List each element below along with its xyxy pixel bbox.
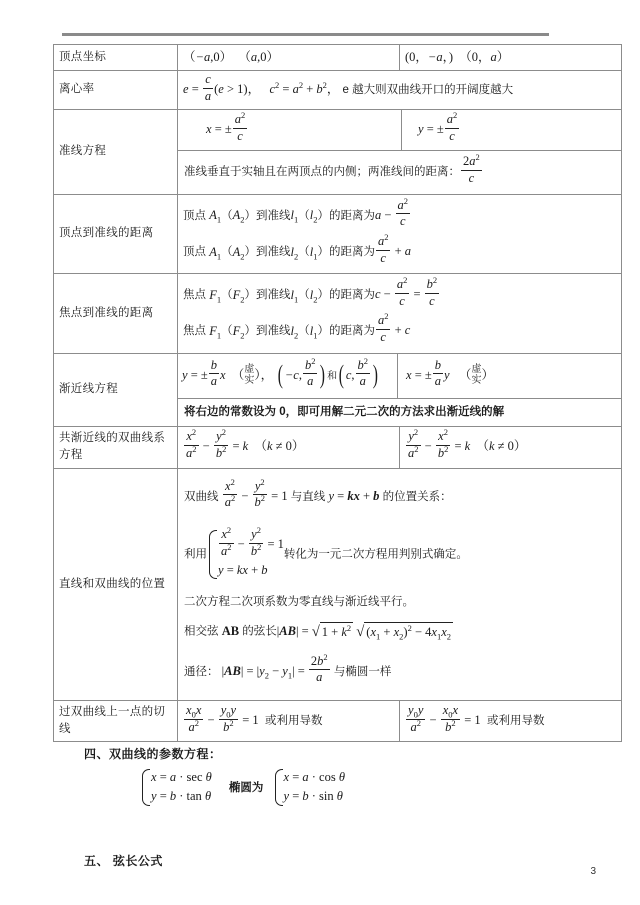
formula-tangent-right: $\frac{y_0y}{a^2}$ − $\frac{x_0x}{b^2}$ = 1 — [408, 703, 481, 734]
system-hyperbola-parametric — [140, 768, 212, 807]
table-row — [54, 110, 622, 195]
table-row — [54, 427, 622, 469]
row-label-focus-to-directrix: 焦点到准线的距离 — [54, 274, 178, 354]
formula-family-left: $\frac{x^2}{a^2}$ − $\frac{y^2}{b^2}$ = k （k ≠ 0） — [186, 427, 305, 460]
line-substitution-method: 利用 $\frac{x^2}{a^2}$ − $\frac{y^2}{b^2}$ = 1 y = kx + b 转化为一元二次方程用判别式确定。 — [184, 523, 615, 591]
cell-directrix-note — [178, 151, 621, 194]
cell-directrix-left — [178, 110, 402, 151]
section-heading-parametric-equations: 四、双曲线的参数方程： — [84, 747, 222, 761]
formula-chord-length: |AB| = √ $1 + k^2$ √ $(x_1 + x_2)^2 - 4x_1x_2$ — [277, 622, 453, 642]
text-asymptote-note: 将右边的常数设为 0，即可用解二元二次的方法求出渐近线的解 — [184, 405, 505, 418]
parametric-equations-block — [140, 768, 345, 807]
formula-latus-rectum: $|AB| = |y_2 - y_1|$ = $\frac{2b^2}{a}$ — [218, 651, 328, 685]
table-row — [54, 353, 622, 427]
row-label-vertex-coordinates: 顶点坐标 — [54, 45, 178, 71]
cell-asymptote-note — [178, 398, 621, 426]
formula-eccentricity: e = $\frac{c}{a}$ (e > 1)， $c^2 = a^2 + b^2$， — [183, 71, 343, 103]
param-ellipse-y: y = b · sin θ — [283, 789, 343, 804]
param-hyperbola-y: y = b · tan θ — [151, 789, 212, 804]
row-label-common-asymptote-family: 共渐近线的双曲线系 方程 — [54, 427, 178, 469]
formula-asymptote-x: x = ± $\frac{b}{a}$ y （ 虚 实 ） — [406, 357, 494, 389]
formula-directrix-x: x = ± $\frac{a^2}{c}$ — [206, 109, 246, 143]
text-eccentricity-note: e 越大则双曲线开口的开阔度越大 — [342, 83, 514, 96]
row-label-eccentricity: 离心率 — [54, 70, 178, 109]
param-hyperbola-x: x = a · sec θ — [151, 770, 212, 784]
text-parallel-note: 二次方程二次项系数为零直线与渐近线平行。 — [184, 596, 414, 609]
formula-vertex-right: (0，−a，) （0，a） — [405, 50, 510, 64]
line-focus-to-directrix-2: 焦点 $F_1(F_2)$到准线$l_2(l_1)$的距离为 $\frac{a^2}{c}$ + c — [183, 311, 411, 344]
cell-tangent-left: $\frac{x_0x}{a^2}$ − $\frac{y_0y}{b^2}$ = 1 或利用导数 — [178, 700, 400, 742]
table-row — [54, 700, 622, 742]
cell-asymptote-right — [398, 354, 622, 399]
table-row — [54, 70, 622, 109]
cell-focus-to-directrix — [178, 274, 622, 354]
section-heading-chord-formula: 五、 弦长公式 — [84, 854, 163, 868]
formula-directrix-y: y = ± $\frac{a^2}{c}$ — [418, 109, 458, 143]
row-label-vertex-to-directrix: 顶点到准线的距离 — [54, 194, 178, 274]
table-row — [54, 45, 622, 71]
param-ellipse-x: x = a · cos θ — [283, 770, 345, 784]
row-label-asymptote-equation: 渐近线方程 — [54, 353, 178, 427]
line-parallel-asymptote — [184, 590, 615, 617]
row-label-directrix-equation: 准线方程 — [54, 110, 178, 195]
line-chord-length: 相交弦 AB 的弦长|AB| = √ $1 + k^2$ √ $(x_1 + x_2)^2 - 4x_1x_2$ — [184, 618, 615, 650]
top-horizontal-rule — [62, 33, 549, 36]
text-directrix-note: 准线垂直于实轴且在两顶点的内侧；两准线间的距离： — [184, 166, 460, 179]
line-latus-rectum: 通径： $|AB| = |y_2 - y_1|$ = $\frac{2b^2}{a}$ 与椭圆一样 — [184, 650, 615, 692]
cell-directrix-right — [402, 110, 622, 151]
page-number: 3 — [590, 866, 596, 877]
formula-vertex-left: （−a,0） （a,0） — [183, 50, 279, 64]
formula-tangent-left: $\frac{x_0x}{a^2}$ − $\frac{y_0y}{b^2}$ = 1 — [186, 703, 259, 734]
formula-directrix-distance: $\frac{2a^2}{c}$ — [463, 152, 480, 185]
table-row — [54, 468, 622, 700]
cell-tangent-right: $\frac{y_0y}{a^2}$ − $\frac{x_0x}{b^2}$ = 1 或利用导数 — [400, 700, 622, 742]
row-label-line-hyperbola-position: 直线和双曲线的位置 — [54, 468, 178, 700]
formula-family-right: $\frac{y^2}{a^2}$ − $\frac{x^2}{b^2}$ = k （k ≠ 0） — [408, 427, 527, 460]
line-focus-to-directrix-1: 焦点 $F_1(F_2)$到准线$l_1(l_2)$的距离为c − $\frac{a^2}{c}$ = $\frac{b^2}{c}$ — [183, 274, 438, 308]
cell-asymptote-equation — [178, 353, 622, 427]
hyperbola-properties-table — [53, 44, 622, 742]
cell-vertex-coordinates-left — [178, 45, 400, 71]
cell-directrix-equation — [178, 110, 622, 195]
line-vertex-to-directrix-2: 顶点 $A_1(A_2)$到准线$l_2(l_1)$的距离为 $\frac{a^2}{c}$ + a — [183, 231, 412, 265]
label-ellipse-parametric: 椭圆为 — [228, 782, 264, 795]
cell-asymptote-left — [178, 354, 398, 399]
table-row — [54, 274, 622, 354]
cell-common-asymptote-left — [178, 427, 400, 469]
line-position-relation: 双曲线 $\frac{x^2}{a^2}$ − $\frac{y^2}{b^2}$ = 1 与直线 y = kx + b 的位置关系： — [184, 476, 452, 510]
cell-common-asymptote-right — [400, 427, 622, 469]
system-of-equations-1: $\frac{x^2}{a^2}$ − $\frac{y^2}{b^2}$ = 1 y = kx + b — [207, 529, 284, 581]
cell-vertex-coordinates-right — [400, 45, 622, 71]
table-row — [54, 194, 622, 274]
line-vertex-to-directrix-1: 顶点 $A_1(A_2)$到准线$l_1(l_2)$的距离为a − $\frac{a^2}{c}$ — [183, 195, 409, 229]
system-ellipse-parametric — [273, 768, 345, 807]
cell-vertex-to-directrix — [178, 194, 622, 274]
row-label-tangent-line: 过双曲线上一点的切 线 — [54, 700, 178, 742]
formula-asymptote-y: y = ± $\frac{b}{a}$ x （ 虚 实 ）， ( −c, $\frac{b^2}{a}$ ) 和( c, $\frac{b^2}{a}$ ) — [182, 355, 378, 389]
cell-eccentricity — [178, 70, 622, 109]
cell-line-hyperbola-position — [178, 468, 622, 700]
